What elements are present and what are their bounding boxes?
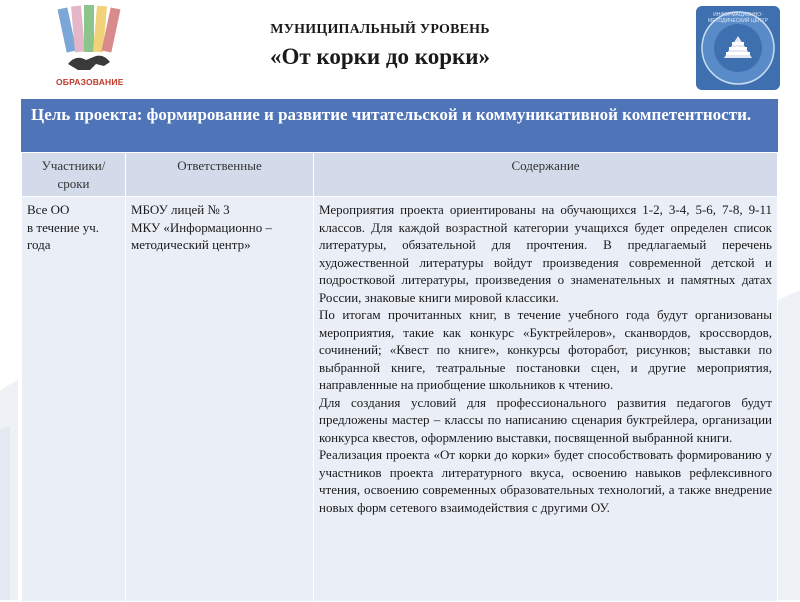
header-participants: Участники/ сроки (22, 153, 126, 197)
content-paragraph: Мероприятия проекта ориентированы на обучающихся 1-2, 3-4, 5-6, 7-8, 9-11 классов. Для каждой возрастной категории учащихся будет определен список литературы, обязательной для прочтения. В предлагаемый перечень художественной литературы войдут произведения современной детской и подростковой литературы, произведения о знаменательных и памятных датах России, знаковые книги мировой классики. (319, 202, 772, 305)
project-title: «От корки до корки» (269, 44, 491, 69)
methodical-center-logo (696, 6, 780, 90)
project-goal-banner: Цель проекта: формирование и развитие читательской и коммуникативной компетентности. (21, 99, 778, 152)
participants-line: Все ОО (27, 202, 70, 217)
responsible-line: МБОУ лицей № 3 (131, 202, 230, 217)
content-paragraph: По итогам прочитанных книг, в течение учебного года будут организованы мероприятия, такие как конкурс «Буктрейлеров», сканвордов, кроссвордов, сочинений; «Квест по книге», конкурсы фоторабот, рисунков; выставки по выбранной книге, театральные постановки сцен, и другие мероприятия, направленные на приобщение школьников к чтению. (319, 307, 772, 392)
participants-cell (22, 197, 126, 602)
methodical-center-logo-text: ИНФОРМАЦИОННО-МЕТОДИЧЕСКИЙ ЦЕНТР (708, 12, 768, 24)
project-table (21, 152, 778, 602)
content-cell (314, 197, 778, 602)
content-paragraph: Для создания условий для профессионального развития педагогов будут предложены мастер – классы по написанию сценария буктрейлера, организации конкурса квестов, оформлению выставки, посвященной выбранной книги. (319, 394, 772, 445)
responsible-cell (126, 197, 314, 602)
level-subtitle: МУНИЦИПАЛЬНЫЙ УРОВЕНЬ (270, 22, 490, 37)
table-header-row (22, 153, 778, 197)
participants-line: в течение уч. года (27, 219, 100, 252)
education-logo (56, 4, 122, 96)
education-logo-text: ОБРАЗОВАНИЕ (56, 77, 124, 87)
responsible-line: МКУ «Информационно – методический центр» (131, 219, 272, 252)
table-row (22, 197, 778, 602)
header-content: Содержание (314, 153, 778, 197)
content-paragraph: Реализация проекта «От корки до корки» будет способствовать формированию у участников проекта литературного вкуса, освоению навыков рефлексивного чтения, освоению современных образовательных технологий, а также внедрение новых форм сетевого взаимодействия с другими ОУ. (319, 447, 772, 515)
header-responsible: Ответственные (126, 153, 314, 197)
